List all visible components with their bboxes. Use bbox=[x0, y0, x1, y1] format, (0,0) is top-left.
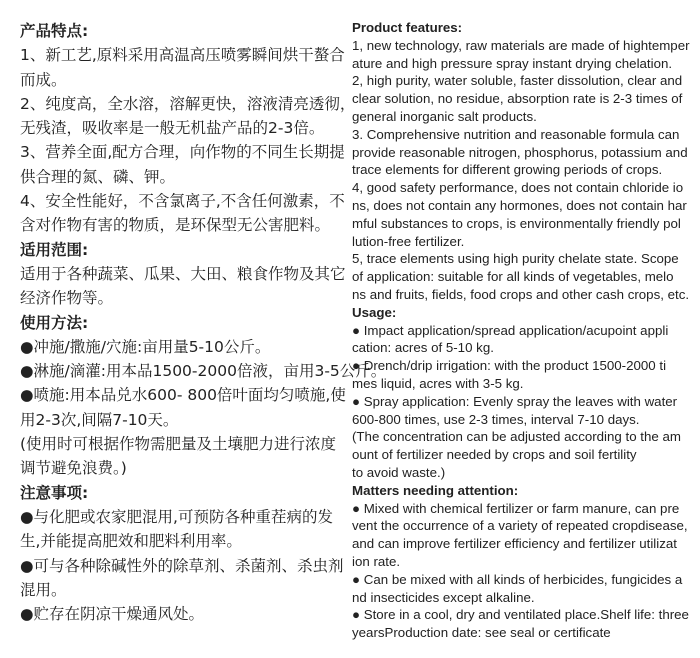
text-line: 1、新工艺,原料采用高温高压喷雾瞬间烘干螯合 bbox=[20, 46, 345, 65]
text-line: ●可与各种除碱性外的除草剂、杀菌剂、杀虫剂 bbox=[20, 556, 344, 575]
text-line: ●淋施/滴灌:用本品1500-2000倍液，亩用3-5公斤。 bbox=[20, 362, 387, 381]
text-line: 4、安全性能好，不含氯离子,不含任何激素，不 bbox=[20, 192, 345, 211]
text-line: 1, new technology, raw materials are made of hightemper bbox=[352, 37, 690, 53]
text-line: cation: acres of 5-10 kg. bbox=[352, 340, 494, 356]
text-line: trace elements for different growing periods of crops. bbox=[352, 162, 663, 178]
text-line: ● Drench/drip irrigation: with the product 1500-2000 ti bbox=[352, 358, 667, 374]
text-line: to avoid waste.) bbox=[352, 464, 446, 480]
text-line: ● Mixed with chemical fertilizer or farm manure, can pre bbox=[352, 500, 680, 516]
text-line: general inorganic salt products. bbox=[352, 108, 537, 124]
text-line: ion rate. bbox=[352, 553, 401, 569]
text-line: 3、营养全面,配方合理，向作物的不同生长期提 bbox=[20, 143, 345, 162]
text-line: 生,并能提高肥效和肥料利用率。 bbox=[20, 532, 242, 551]
text-line: 600-800 times, use 2-3 times, interval 7-10 days. bbox=[352, 411, 640, 427]
text-line: (The concentration can be adjusted according to the am bbox=[352, 429, 681, 445]
text-line: ature and high pressure spray instant drying chelation. bbox=[352, 55, 673, 71]
text-line: ● Can be mixed with all kinds of herbicides, fungicides a bbox=[352, 571, 683, 587]
text-line: 无残渣，吸收率是一般无机盐产品的2-3倍。 bbox=[20, 119, 325, 138]
text-line: 5, trace elements using high purity chelate state. Scope bbox=[352, 251, 679, 267]
text-line: 适用于各种蔬菜、瓜果、大田、粮食作物及其它 bbox=[20, 264, 346, 283]
text-line: 供合理的氮、磷、钾。 bbox=[20, 167, 176, 186]
text-line: ● Impact application/spread application/acupoint appli bbox=[352, 322, 669, 338]
text-line: mes liquid, acres with 3-5 kg. bbox=[352, 375, 524, 391]
text-line: provide reasonable nitrogen, phosphorus, potassium and bbox=[352, 144, 688, 160]
text-line: 混用。 bbox=[20, 580, 67, 599]
text-line: 经济作物等。 bbox=[20, 289, 114, 308]
chinese-description-column bbox=[20, 19, 386, 626]
text-line: ● Spray application: Evenly spray the leaves with water bbox=[352, 393, 678, 409]
text-line: ● Store in a cool, dry and ventilated place.Shelf life: three bbox=[352, 607, 689, 623]
text-line: yearsProduction date: see seal or certificate bbox=[352, 625, 611, 641]
text-line: ns, does not contain any hormones, does not contain har bbox=[352, 197, 687, 213]
text-line: mful substances to crops, is environmentally friendly pol bbox=[352, 215, 681, 231]
section-heading: 产品特点: bbox=[20, 22, 89, 40]
section-heading: 注意事项: bbox=[20, 483, 89, 502]
text-line: lution-free fertilizer. bbox=[352, 233, 465, 249]
section-heading: 使用方法: bbox=[20, 313, 89, 332]
text-line: 调节避免浪费。) bbox=[20, 459, 127, 478]
text-line: and can improve fertilizer efficiency and fertilizer utilizat bbox=[352, 536, 677, 552]
text-line: (使用时可根据作物需肥量及土壤肥力进行浓度 bbox=[20, 435, 337, 454]
section-heading: Usage: bbox=[352, 304, 397, 320]
text-line: 而成。 bbox=[20, 70, 67, 89]
section-heading: Matters needing attention: bbox=[352, 482, 519, 498]
text-line: clear solution, no residue, absorption rate is 2-3 times of bbox=[352, 91, 683, 107]
text-line: 4, good safety performance, does not contain chloride io bbox=[352, 180, 684, 196]
text-line: 含对作物有害的物质，是环保型无公害肥料。 bbox=[20, 216, 331, 235]
section-heading: Product features: bbox=[352, 20, 463, 35]
text-line: ●冲施/撒施/穴施:亩用量5-10公斤。 bbox=[20, 337, 271, 356]
text-line: ns and fruits, fields, food crops and other cash crops, etc. bbox=[352, 286, 690, 302]
english-description-column bbox=[352, 19, 690, 642]
section-heading: 适用范围: bbox=[20, 240, 89, 259]
text-line: of application: suitable for all kinds of vegetables, melo bbox=[352, 269, 674, 285]
text-line: 2、纯度高，全水溶，溶解更快，溶液清亮透彻， bbox=[20, 94, 356, 113]
text-line: nd insecticides except alkaline. bbox=[352, 589, 535, 605]
text-line: 用2-3次,间隔7-10天。 bbox=[20, 410, 179, 429]
text-line: vent the occurrence of a variety of repeated cropdisease, bbox=[352, 518, 688, 534]
text-line: ●喷施:用本品兑水600- 800倍叶面均匀喷施,使 bbox=[20, 386, 346, 405]
text-line: ●与化肥或农家肥混用,可预防各种重茬病的发 bbox=[20, 507, 333, 526]
text-line: 2, high purity, water soluble, faster dissolution, clear and bbox=[352, 73, 683, 89]
text-line: 3. Comprehensive nutrition and reasonable formula can bbox=[352, 126, 680, 142]
text-line: ount of fertilizer needed by crops and soil fertility bbox=[352, 447, 637, 463]
text-line: ●贮存在阴凉干燥通风处。 bbox=[20, 605, 205, 624]
